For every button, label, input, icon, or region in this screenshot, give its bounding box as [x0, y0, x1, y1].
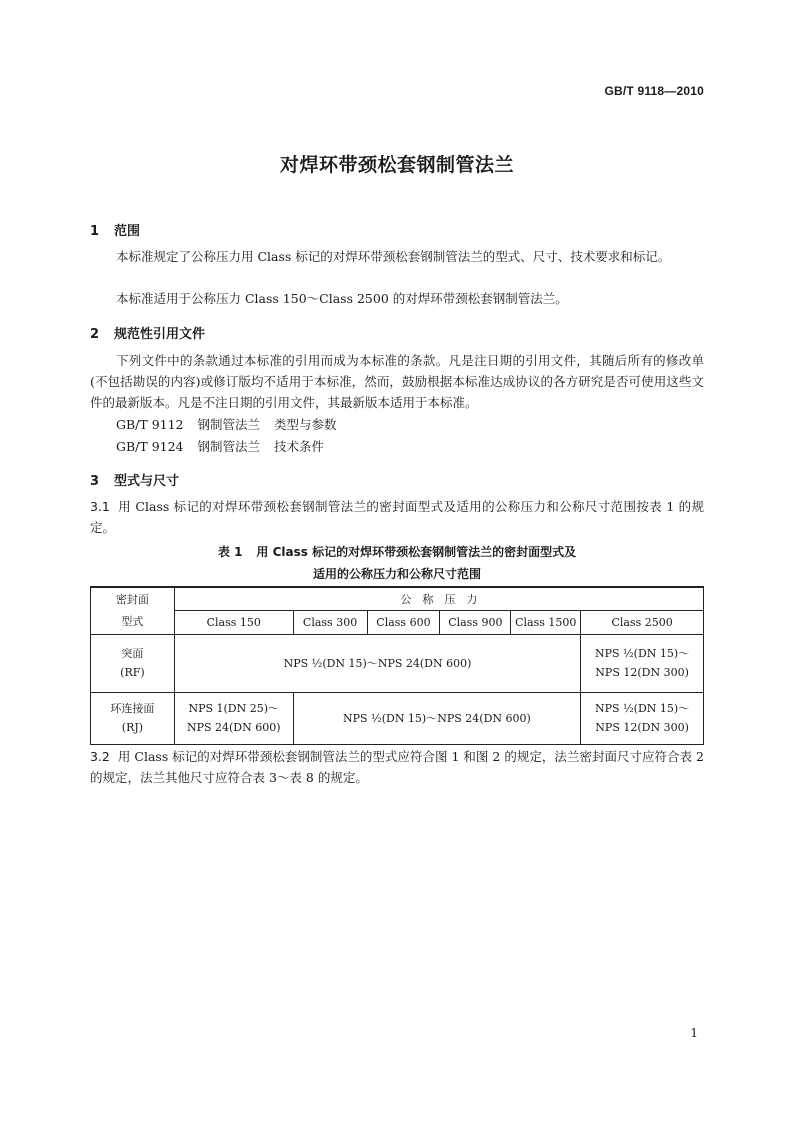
- size-range-class-2500: [581, 692, 704, 744]
- header-seal-line-1: 密封面: [115, 592, 149, 606]
- range-line-1: NPS ½(DN 15)～: [594, 702, 690, 715]
- seal-type-cell: [91, 692, 175, 744]
- reference-title: 钢制管法兰: [197, 439, 261, 454]
- section-1-heading: [90, 220, 140, 239]
- size-range-class-150: [174, 692, 293, 744]
- class-header: Class 300: [293, 610, 367, 634]
- reference-code: GB/T 9124: [116, 439, 184, 454]
- section-title: 型式与尺寸: [114, 474, 180, 489]
- seal-type-cell: [91, 634, 175, 692]
- reference-title: 钢制管法兰: [197, 417, 261, 432]
- table-row: [91, 634, 704, 692]
- clause-number: 3.1: [90, 499, 110, 514]
- range-line-2: NPS 12(DN 300): [595, 666, 689, 679]
- section-title: 范围: [114, 224, 141, 239]
- section-number: 2: [90, 327, 100, 342]
- range-line-1: NPS 1(DN 25)～: [188, 702, 280, 715]
- seal-type-name: 突面: [121, 647, 144, 660]
- section-1-paragraph-1: 本标准规定了公称压力用 Class 标记的对焊环带颈松套钢制管法兰的型式、尺寸、技术要求和标记。: [116, 249, 671, 264]
- clause-number: 3.2: [90, 749, 110, 764]
- section-2-heading: [90, 323, 205, 342]
- class-header: Class 2500: [581, 610, 704, 634]
- reference-code: GB/T 9112: [116, 417, 184, 432]
- normative-reference: [116, 415, 351, 433]
- section-2-paragraph-1: 下列文件中的条款通过本标准的引用而成为本标准的条款。凡是注日期的引用文件，其随后所有的修改单(不包括勘误的内容)或修订版均不适用于本标准，然而，鼓励根据本标准达成协议的各方研究是否可使用这些文件的最新版本。凡是不注日期的引用文件，其最新版本适用于本标准。: [90, 353, 704, 410]
- size-range-class-2500: [581, 634, 704, 692]
- header-seal-line-2: 型式: [121, 614, 144, 628]
- table-1: [90, 586, 704, 745]
- section-title: 规范性引用文件: [114, 327, 206, 342]
- header-seal-type: [91, 587, 175, 634]
- section-1-paragraph-2: 本标准适用于公称压力 Class 150～Class 2500 的对焊环带颈松套钢制管法兰。: [116, 291, 568, 306]
- range-line-1: NPS ½(DN 15)～: [594, 647, 690, 660]
- page-number: 1: [690, 1026, 698, 1040]
- clause-3-2: [90, 746, 704, 788]
- class-header: Class 600: [367, 610, 440, 634]
- table-1-caption-line-1: [0, 543, 794, 560]
- seal-type-code: (RF): [120, 666, 145, 679]
- class-header: Class 1500: [511, 610, 581, 634]
- table-row: [91, 692, 704, 744]
- clause-text: 用 Class 标记的对焊环带颈松套钢制管法兰的型式应符合图 1 和图 2 的规定，法兰密封面尺寸应符合表 2 的规定，法兰其他尺寸应符合表 3～表 8 的规定。: [90, 749, 704, 785]
- section-number: 1: [90, 224, 100, 239]
- document-title: 对焊环带颈松套钢制管法兰: [279, 154, 514, 176]
- class-header: Class 150: [174, 610, 293, 634]
- reference-subtitle: 类型与参数: [274, 417, 337, 432]
- table-1-caption-line-2: 适用的公称压力和公称尺寸范围: [312, 567, 481, 581]
- section-3-heading: [90, 470, 179, 489]
- reference-subtitle: 技术条件: [274, 439, 325, 454]
- range-line-2: NPS 12(DN 300): [595, 721, 689, 734]
- caption-text: 用 Class 标记的对焊环带颈松套钢制管法兰的密封面型式及: [256, 545, 577, 559]
- range-line-2: NPS 24(DN 600): [186, 721, 281, 734]
- seal-type-name: 环连接面: [110, 702, 155, 715]
- size-range-cell: NPS ½(DN 15)～NPS 24(DN 600): [293, 692, 581, 744]
- clause-text: 用 Class 标记的对焊环带颈松套钢制管法兰的密封面型式及适用的公称压力和公称尺寸范围按表 1 的规定。: [90, 499, 704, 535]
- class-header: Class 900: [440, 610, 511, 634]
- seal-type-code: (RJ): [121, 721, 144, 734]
- size-range-cell: NPS ½(DN 15)～NPS 24(DN 600): [174, 634, 580, 692]
- normative-reference: [116, 437, 338, 455]
- standard-code: GB/T 9118—2010: [604, 84, 704, 98]
- section-number: 3: [90, 474, 100, 489]
- header-nominal-pressure: 公 称 压 力: [174, 587, 703, 610]
- table-label: 表 1: [217, 545, 243, 559]
- clause-3-1: [90, 496, 704, 538]
